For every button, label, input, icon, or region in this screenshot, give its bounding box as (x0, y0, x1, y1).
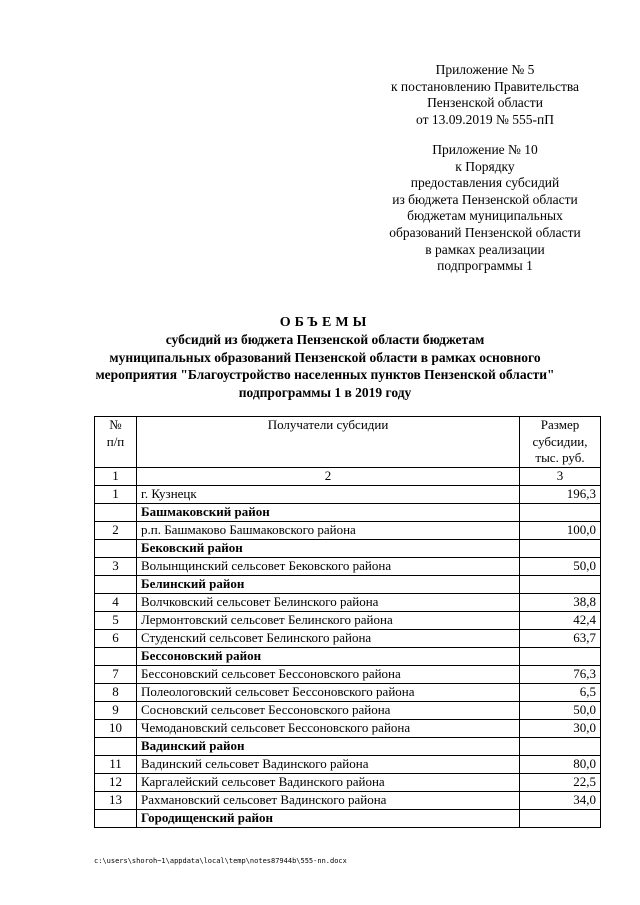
annex-10-line: в рамках реализации (425, 241, 545, 257)
row-value-cell (520, 737, 601, 755)
row-num-cell (95, 647, 137, 665)
table-row (95, 683, 601, 701)
annex-10-line: к Порядку (455, 158, 515, 174)
row-num: 8 (95, 683, 137, 701)
row-num-cell (95, 539, 137, 557)
subsidies-table (94, 416, 601, 828)
recipient-name: Чемодановский сельсовет Бессоновского района (137, 719, 520, 737)
subsidy-amount: 76,3 (520, 665, 601, 683)
row-num-cell (95, 737, 137, 755)
recipient-name: Каргалейский сельсовет Вадинского района (137, 773, 520, 791)
district-name: Городищенский район (137, 809, 520, 827)
subsidy-amount: 42,4 (520, 611, 601, 629)
row-num: 5 (95, 611, 137, 629)
annex-10-line: подпрограммы 1 (437, 258, 533, 274)
row-num: 10 (95, 719, 137, 737)
annex-10-line: из бюджета Пензенской области (392, 191, 578, 207)
row-num-cell (95, 503, 137, 521)
annex-10-block (355, 142, 615, 275)
annex-5-line: Пензенской области (427, 95, 543, 111)
table-row (95, 557, 601, 575)
row-value-cell (520, 647, 601, 665)
district-row (95, 647, 601, 665)
recipient-name: Сосновский сельсовет Бессоновского района (137, 701, 520, 719)
recipient-name: Лермонтовский сельсовет Белинского района (137, 611, 520, 629)
row-num-cell (95, 575, 137, 593)
subsidy-amount: 6,5 (520, 683, 601, 701)
subsidy-amount: 38,8 (520, 593, 601, 611)
district-name: Башмаковский район (137, 503, 520, 521)
table-row (95, 665, 601, 683)
row-num: 9 (95, 701, 137, 719)
row-value-cell (520, 503, 601, 521)
document-subtitle (40, 331, 610, 401)
table-row (95, 701, 601, 719)
document-heading (40, 314, 610, 401)
row-num: 13 (95, 791, 137, 809)
district-name: Вадинский район (137, 737, 520, 755)
district-name: Бессоновский район (137, 647, 520, 665)
annex-5-line: от 13.09.2019 № 555-пП (416, 111, 554, 127)
header-num-line: п/п (106, 433, 125, 449)
table-row (95, 719, 601, 737)
annex-5-block (355, 62, 615, 128)
annex-10-line: образований Пензенской области (389, 224, 581, 240)
row-num: 7 (95, 665, 137, 683)
district-row (95, 575, 601, 593)
index-cell-3: 3 (520, 467, 601, 485)
table-row (95, 593, 601, 611)
header-amount-line: субсидии, (532, 433, 588, 449)
header-num-line: № (109, 417, 122, 432)
row-num: 11 (95, 755, 137, 773)
table-row (95, 521, 601, 539)
table-row (95, 755, 601, 773)
header-num (95, 417, 137, 468)
district-row (95, 539, 601, 557)
heading-line: муниципальных образований Пензенской области в рамках основного (109, 349, 541, 365)
table-index-row (95, 467, 601, 485)
annex-5-line: Приложение № 5 (435, 62, 535, 77)
heading-line: подпрограммы 1 в 2019 году (238, 384, 412, 400)
subsidy-amount: 30,0 (520, 719, 601, 737)
recipient-name: Вадинский сельсовет Вадинского района (137, 755, 520, 773)
recipient-name: Бессоновский сельсовет Бессоновского района (137, 665, 520, 683)
recipient-name: р.п. Башмаково Башмаковского района (137, 521, 520, 539)
subsidy-amount: 196,3 (520, 485, 601, 503)
recipient-name: Волынщинский сельсовет Бековского района (137, 557, 520, 575)
table-row (95, 629, 601, 647)
recipient-name: Полеологовский сельсовет Бессоновского района (137, 683, 520, 701)
recipient-name: Студенский сельсовет Белинского района (137, 629, 520, 647)
heading-line: субсидий из бюджета Пензенской области бюджетам (165, 332, 485, 348)
document-title: ОБЪЕМЫ (279, 315, 371, 330)
table-row (95, 485, 601, 503)
header-amount-line: тыс. руб. (535, 450, 585, 466)
row-num: 12 (95, 773, 137, 791)
district-name: Белинский район (137, 575, 520, 593)
subsidy-amount: 50,0 (520, 557, 601, 575)
index-cell-2: 2 (137, 467, 520, 485)
row-num: 2 (95, 521, 137, 539)
subsidy-amount: 50,0 (520, 701, 601, 719)
header-amount (520, 417, 601, 468)
row-value-cell (520, 575, 601, 593)
subsidy-amount: 63,7 (520, 629, 601, 647)
subsidy-amount: 22,5 (520, 773, 601, 791)
district-row (95, 737, 601, 755)
heading-line: мероприятия "Благоустройство населенных пунктов Пензенской области" (95, 367, 555, 383)
annex-10-line: предоставления субсидий (410, 175, 560, 191)
row-value-cell (520, 539, 601, 557)
subsidy-amount: 34,0 (520, 791, 601, 809)
row-num-cell (95, 809, 137, 827)
recipient-name: г. Кузнецк (137, 485, 520, 503)
annex-10-line: Приложение № 10 (432, 142, 538, 157)
annex-10-line: бюджетам муниципальных (407, 208, 563, 224)
row-num: 1 (95, 485, 137, 503)
row-value-cell (520, 809, 601, 827)
table-header-row (95, 417, 601, 468)
district-row (95, 503, 601, 521)
table-row (95, 611, 601, 629)
row-num: 4 (95, 593, 137, 611)
subsidy-amount: 80,0 (520, 755, 601, 773)
footer-file-path: c:\users\shoroh~1\appdata\local\temp\notes87944b\555-nn.docx (94, 857, 347, 865)
district-name: Бековский район (137, 539, 520, 557)
recipient-name: Рахмановский сельсовет Вадинского района (137, 791, 520, 809)
header-recipient: Получатели субсидии (137, 417, 520, 468)
row-num: 6 (95, 629, 137, 647)
table-row (95, 791, 601, 809)
header-amount-line: Размер (540, 417, 580, 432)
annex-5-line: к постановлению Правительства (390, 78, 580, 94)
index-cell-1: 1 (95, 467, 137, 485)
recipient-name: Волчковский сельсовет Белинского района (137, 593, 520, 611)
district-row (95, 809, 601, 827)
table-row (95, 773, 601, 791)
subsidy-amount: 100,0 (520, 521, 601, 539)
row-num: 3 (95, 557, 137, 575)
